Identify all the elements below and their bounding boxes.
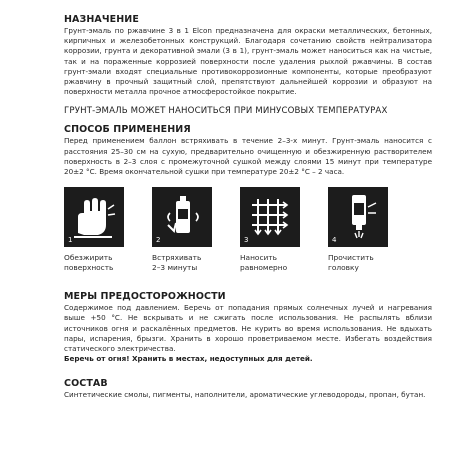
clean-nozzle-icon	[328, 187, 388, 247]
step-caption	[240, 253, 310, 273]
composition-text: Синтетические смолы, пигменты, наполнители, ароматические углеводороды, пропан, бутан.	[64, 390, 426, 400]
step-caption-line: Прочистить	[328, 253, 374, 263]
purpose-text: Грунт-эмаль по ржавчине 3 в 1 Elcon предназначена для окраски металлических, бетонных, кирпичных и железобетонных конструкций. Благодаря сочетанию свойств нейтрализатора коррозии, грунта и декоративной эмали (3 в 1), грунт-эмаль может наноситься как на чистые, так и на пораженные коррозией поверхности после удаления рыхлой ржавчины. В состав грунт-эмали входят специальные противокоррозионные компоненты, которые преобразуют ржавчину в прочный защитный слой, препятствуют дальнейшей коррозии и образуют на поверхности металла прочное атмосферостойкое покрытие.	[64, 26, 432, 97]
precautions-title: МЕРЫ ПРЕДОСТОРОЖНОСТИ	[64, 291, 226, 303]
step-caption	[152, 253, 222, 273]
precautions-warning: Беречь от огня! Хранить в местах, недоступных для детей.	[64, 354, 313, 364]
step-caption-line: 2–3 минуты	[152, 263, 198, 273]
purpose-title: НАЗНАЧЕНИЕ	[64, 14, 139, 25]
purpose-section	[64, 14, 432, 117]
step-caption-line: Наносить	[240, 253, 277, 263]
application-title: СПОСОБ ПРИМЕНЕНИЯ	[64, 124, 191, 136]
step-number: 1	[68, 236, 73, 245]
step-caption-line: Встряхивать	[152, 253, 202, 263]
step-caption-line: головку	[328, 263, 359, 273]
step-number: 3	[244, 236, 249, 245]
composition-title: СОСТАВ	[64, 378, 108, 390]
application-steps	[64, 187, 432, 273]
step-caption-line: поверхность	[64, 263, 114, 273]
product-info-page	[64, 14, 432, 401]
step-caption	[328, 253, 398, 273]
low-temperature-note: ГРУНТ-ЭМАЛЬ МОЖЕТ НАНОСИТЬСЯ ПРИ МИНУСОВЫХ ТЕМПЕРАТУРАХ	[64, 106, 388, 117]
composition-section	[64, 378, 432, 400]
step-caption-line: равномерно	[240, 263, 288, 273]
hand-cleaning-icon	[64, 187, 124, 247]
spray-pattern-icon	[240, 187, 300, 247]
application-text: Перед применением баллон встряхивать в течение 2–3-х минут. Грунт-эмаль наносится с расстояния 25–30 см на сухую, предварительно очищенную и обезжиренную растворителем поверхность в 2–3 слоя с промежуточной сушкой между слоями 15 минут при температуре 20±2 °С. Время окончательной сушки при температуре 20±2 °С – 2 часа.	[64, 136, 432, 177]
precautions-text: Содержимое под давлением. Беречь от попадания прямых солнечных лучей и нагревания выше +50 °С. Не вскрывать и не сжигать после использования. Не распылять вблизи источников огня и раскалённых предметов. Не курить во время использования. Не вдыхать пары, испарения, брызги. Хранить в хорошо проветриваемом месте. Избегать воздействия статического электричества.	[64, 303, 432, 354]
step-number: 4	[332, 236, 337, 245]
step-4	[328, 187, 398, 273]
step-caption-line: Обезжирить	[64, 253, 113, 263]
precautions-section	[64, 291, 432, 364]
application-section	[64, 124, 432, 273]
step-3	[240, 187, 310, 273]
shake-can-icon	[152, 187, 212, 247]
step-2	[152, 187, 222, 273]
step-caption	[64, 253, 134, 273]
step-number: 2	[156, 236, 161, 245]
step-1	[64, 187, 134, 273]
